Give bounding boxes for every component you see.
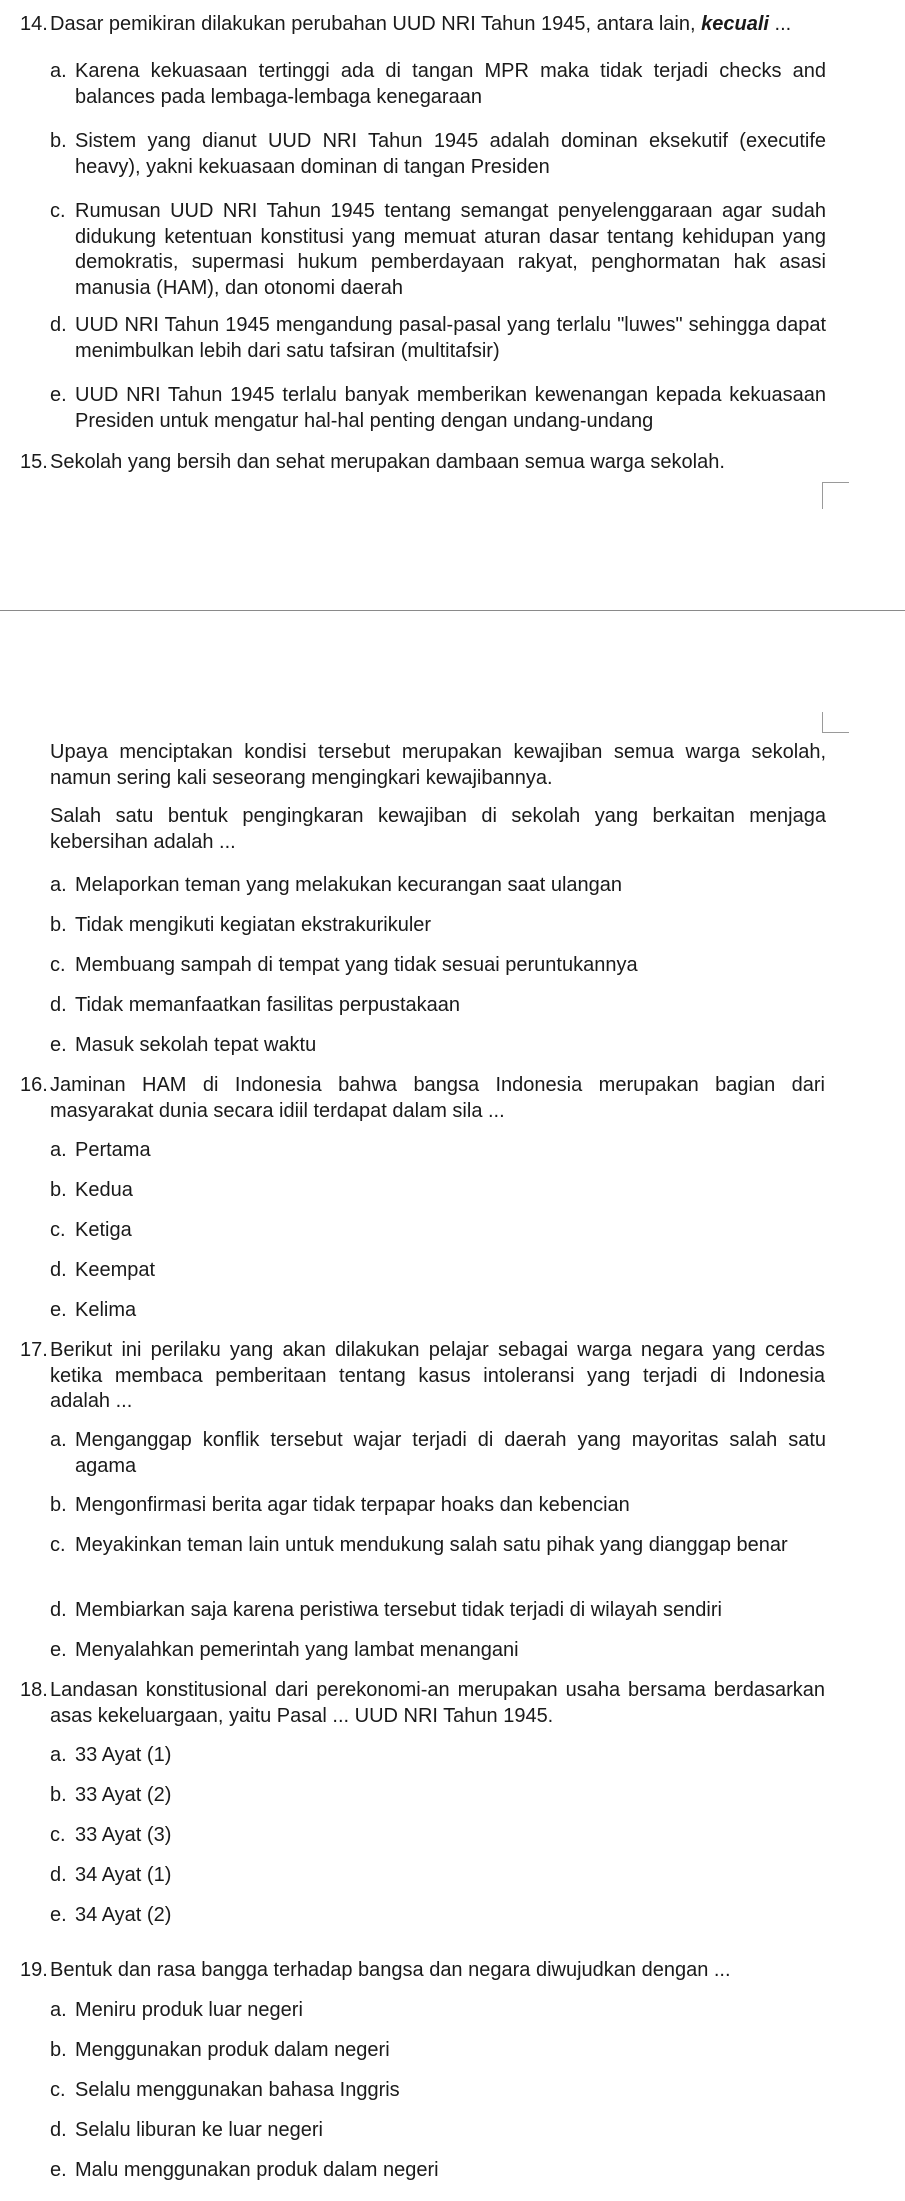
- option-text: UUD NRI Tahun 1945 mengandung pasal-pasal yang terlalu "luwes" sehingga dapat menimbulkan lebih dari satu tafsiran (multitafsir): [75, 314, 826, 362]
- option-14e[interactable]: [50, 383, 826, 434]
- option-text: Ketiga: [75, 1219, 132, 1241]
- option-letter: b.: [50, 130, 67, 152]
- option-18a[interactable]: [50, 1743, 826, 1769]
- question-text: Landasan konstitusional dari perekonomi-an merupakan usaha bersama berdasarkan asas kekeluargaan, yaitu Pasal ... UUD NRI Tahun 1945.: [50, 1679, 825, 1727]
- option-19e[interactable]: [50, 2158, 826, 2184]
- option-text: Membiarkan saja karena peristiwa tersebut tidak terjadi di wilayah sendiri: [75, 1599, 722, 1621]
- option-letter: d.: [50, 1599, 67, 1621]
- option-letter: a.: [50, 1744, 67, 1766]
- option-letter: b.: [50, 914, 67, 936]
- option-letter: e.: [50, 2159, 67, 2181]
- option-letter: c.: [50, 200, 66, 222]
- option-19c[interactable]: [50, 2078, 826, 2104]
- question-text: Sekolah yang bersih dan sehat merupakan dambaan semua warga sekolah.: [50, 451, 725, 473]
- option-19b[interactable]: [50, 2038, 826, 2064]
- question-19: [20, 1958, 825, 1984]
- option-letter: e.: [50, 1299, 67, 1321]
- option-letter: c.: [50, 1824, 66, 1846]
- option-text: 34 Ayat (2): [75, 1904, 172, 1926]
- option-letter: b.: [50, 1179, 67, 1201]
- option-18d[interactable]: [50, 1863, 826, 1889]
- option-text: Kelima: [75, 1299, 137, 1321]
- option-16d[interactable]: [50, 1258, 826, 1284]
- question-number: 15.: [20, 451, 48, 473]
- question-text: Dasar pemikiran dilakukan perubahan UUD NRI Tahun 1945, antara lain, kecuali ...: [50, 13, 792, 35]
- option-letter: d.: [50, 994, 67, 1016]
- option-letter: c.: [50, 954, 66, 976]
- option-15d[interactable]: [50, 993, 826, 1019]
- option-15c[interactable]: [50, 953, 826, 979]
- option-text: UUD NRI Tahun 1945 terlalu banyak memberikan kewenangan kepada kekuasaan Presiden untuk mengatur hal-hal penting dengan undang-undang: [75, 384, 826, 432]
- option-text: Kedua: [75, 1179, 133, 1201]
- option-text: Melaporkan teman yang melakukan kecurangan saat ulangan: [75, 874, 623, 896]
- option-19a[interactable]: [50, 1998, 826, 2024]
- option-15a[interactable]: [50, 873, 826, 899]
- option-letter: c.: [50, 2079, 66, 2101]
- option-17b[interactable]: [50, 1493, 826, 1519]
- option-letter: b.: [50, 1494, 67, 1516]
- option-text: Menganggap konflik tersebut wajar terjadi di daerah yang mayoritas salah satu agama: [75, 1429, 826, 1477]
- option-text: Pertama: [75, 1139, 151, 1161]
- option-text: 33 Ayat (3): [75, 1824, 172, 1846]
- option-17a[interactable]: [50, 1428, 826, 1479]
- option-text: 33 Ayat (1): [75, 1744, 172, 1766]
- option-16e[interactable]: [50, 1298, 826, 1324]
- option-text: Selalu menggunakan bahasa Inggris: [75, 2079, 400, 2101]
- question-16: [20, 1073, 825, 1124]
- option-16b[interactable]: [50, 1178, 826, 1204]
- option-text: Masuk sekolah tepat waktu: [75, 1034, 317, 1056]
- question-number: 18.: [20, 1679, 48, 1701]
- option-15b[interactable]: [50, 913, 826, 939]
- option-letter: e.: [50, 1034, 67, 1056]
- option-letter: a.: [50, 1429, 67, 1451]
- option-letter: e.: [50, 1904, 67, 1926]
- image-frame-corner-bottom: [822, 712, 849, 733]
- option-16c[interactable]: [50, 1218, 826, 1244]
- question-15-paragraph-2: Salah satu bentuk pengingkaran kewajiban di sekolah yang berkaitan menjaga kebersihan adalah ...: [50, 805, 826, 853]
- option-text: Malu menggunakan produk dalam negeri: [75, 2159, 439, 2181]
- option-text: Rumusan UUD NRI Tahun 1945 tentang semangat penyelenggaraan agar sudah didukung ketentuan konstitusi yang memuat aturan dasar tentang kehidupan yang demokratis, supermasi hukum pemberdayaan rakyat, penghormatan hak asasi manusia (HAM), dan otonomi daerah: [75, 200, 826, 299]
- option-letter: a.: [50, 60, 67, 82]
- option-text: Menggunakan produk dalam negeri: [75, 2039, 390, 2061]
- question-18: [20, 1678, 825, 1729]
- option-19d[interactable]: [50, 2118, 826, 2144]
- question-number: 16.: [20, 1074, 48, 1096]
- question-15-paragraph-1: Upaya menciptakan kondisi tersebut merupakan kewajiban semua warga sekolah, namun sering kali seseorang mengingkari kewajibannya.: [50, 741, 826, 789]
- option-letter: d.: [50, 2119, 67, 2141]
- option-text: Keempat: [75, 1259, 156, 1281]
- option-18c[interactable]: [50, 1823, 826, 1849]
- option-letter: b.: [50, 2039, 67, 2061]
- option-14b[interactable]: [50, 129, 826, 180]
- option-letter: d.: [50, 314, 67, 336]
- option-text: 34 Ayat (1): [75, 1864, 172, 1886]
- option-text: Karena kekuasaan tertinggi ada di tangan MPR maka tidak terjadi checks and balances pada lembaga-lembaga kenegaraan: [75, 60, 826, 108]
- question-15: [20, 450, 825, 476]
- option-text: Menyalahkan pemerintah yang lambat menangani: [75, 1639, 519, 1661]
- option-17d[interactable]: [50, 1598, 826, 1624]
- question-text: Jaminan HAM di Indonesia bahwa bangsa Indonesia merupakan bagian dari masyarakat dunia secara idiil terdapat dalam sila ...: [50, 1074, 825, 1122]
- option-text: Sistem yang dianut UUD NRI Tahun 1945 adalah dominan eksekutif (executife heavy), yakni kekuasaan dominan di tangan Presiden: [75, 130, 826, 178]
- option-letter: e.: [50, 384, 67, 406]
- question-text: Bentuk dan rasa bangga terhadap bangsa dan negara diwujudkan dengan ...: [50, 1959, 731, 1981]
- option-text: Tidak memanfaatkan fasilitas perpustakaan: [75, 994, 461, 1016]
- option-18b[interactable]: [50, 1783, 826, 1809]
- option-16a[interactable]: [50, 1138, 826, 1164]
- option-17e[interactable]: [50, 1638, 826, 1664]
- option-text: Membuang sampah di tempat yang tidak sesuai peruntukannya: [75, 954, 638, 976]
- option-letter: d.: [50, 1259, 67, 1281]
- option-14c[interactable]: [50, 199, 826, 301]
- option-15e[interactable]: [50, 1033, 826, 1059]
- option-text: Meniru produk luar negeri: [75, 1999, 303, 2021]
- image-divider-line: [0, 610, 905, 611]
- question-text: Berikut ini perilaku yang akan dilakukan pelajar sebagai warga negara yang cerdas ketika membaca pemberitaan tentang kasus intoleransi yang terjadi di Indonesia adalah ...: [50, 1339, 825, 1412]
- option-letter: e.: [50, 1639, 67, 1661]
- question-14: [20, 12, 825, 38]
- image-frame-corner-top: [822, 482, 849, 509]
- question-17: [20, 1338, 825, 1415]
- option-text: Mengonfirmasi berita agar tidak terpapar hoaks dan kebencian: [75, 1494, 630, 1516]
- option-text: Meyakinkan teman lain untuk mendukung salah satu pihak yang dianggap benar: [75, 1534, 788, 1556]
- question-number: 19.: [20, 1959, 48, 1981]
- option-text: Selalu liburan ke luar negeri: [75, 2119, 323, 2141]
- option-letter: c.: [50, 1534, 66, 1556]
- question-number: 14.: [20, 13, 48, 35]
- option-14a[interactable]: [50, 59, 826, 110]
- option-letter: d.: [50, 1864, 67, 1886]
- option-letter: b.: [50, 1784, 67, 1806]
- option-14d[interactable]: [50, 313, 826, 364]
- emphasis-word: kecuali: [701, 13, 769, 35]
- option-17c[interactable]: [50, 1533, 826, 1559]
- option-letter: a.: [50, 1999, 67, 2021]
- question-number: 17.: [20, 1339, 48, 1361]
- option-18e[interactable]: [50, 1903, 826, 1929]
- option-text: Tidak mengikuti kegiatan ekstrakurikuler: [75, 914, 432, 936]
- option-text: 33 Ayat (2): [75, 1784, 172, 1806]
- option-letter: a.: [50, 1139, 67, 1161]
- option-letter: c.: [50, 1219, 66, 1241]
- option-letter: a.: [50, 874, 67, 896]
